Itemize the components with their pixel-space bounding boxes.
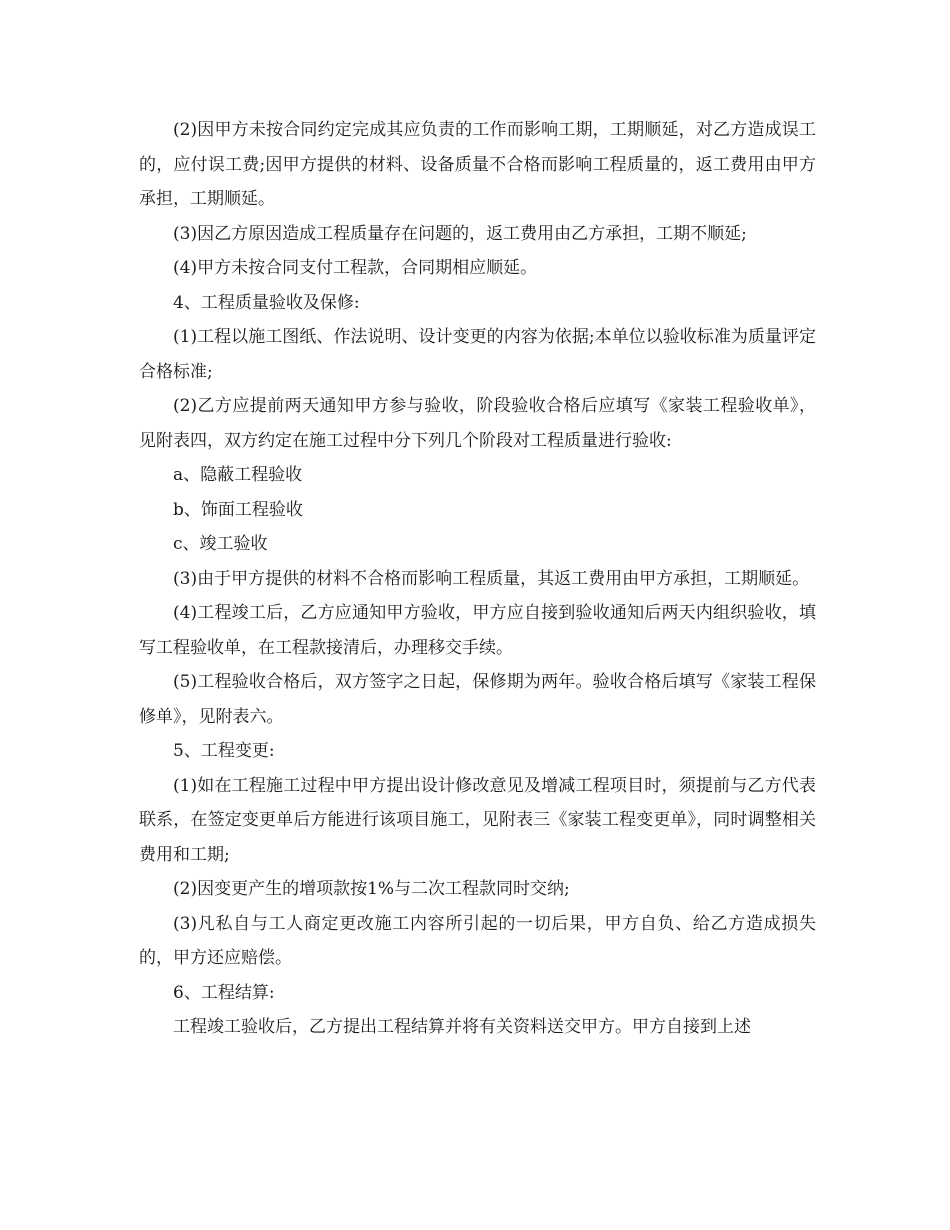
paragraph: (3)因乙方原因造成工程质量存在问题的，返工费用由乙方承担，工期不顺延;: [173, 223, 747, 244]
list-item: b、饰面工程验收: [173, 499, 303, 520]
paragraph: (3)凡私自与工人商定更改施工内容所引起的一切后果，甲方自负、给乙方造成损失的，甲方还应赔偿。: [139, 913, 816, 968]
section-heading: 6、工程结算:: [173, 982, 275, 1003]
paragraph: 工程竣工验收后，乙方提出工程结算并将有关资料送交甲方。甲方自接到上述: [173, 1017, 751, 1037]
section-heading: 4、工程质量验收及保修:: [173, 292, 360, 313]
paragraph: (1)工程以施工图纸、作法说明、设计变更的内容为依据;本单位以验收标准为质量评定合格标准;: [139, 327, 816, 382]
paragraph: (3)由于甲方提供的材料不合格而影响工程质量，其返工费用由甲方承担，工期顺延。: [173, 568, 810, 589]
list-item: a、隐蔽工程验收: [173, 465, 303, 485]
paragraph: (2)因甲方未按合同约定完成其应负责的工作而影响工期，工期顺延，对乙方造成误工的，应付误工费;因甲方提供的材料、设备质量不合格而影响工程质量的，返工费用由甲方承担，工期顺延。: [139, 120, 816, 209]
paragraph: (2)因变更产生的增项款按1%与二次工程款同时交纳;: [173, 879, 570, 899]
section-heading: 5、工程变更:: [173, 741, 275, 761]
list-item: c、竣工验收: [173, 534, 268, 554]
paragraph: (5)工程验收合格后，双方签字之日起，保修期为两年。验收合格后填写《家装工程保修单》，见附表六。: [139, 672, 816, 727]
paragraph: (1)如在工程施工过程中甲方提出设计修改意见及增减工程项目时，须提前与乙方代表联系，在签定变更单后方能进行该项目施工，见附表三《家装工程变更单》，同时调整相关费用和工期;: [139, 775, 816, 865]
paragraph: (2)乙方应提前两天通知甲方参与验收，阶段验收合格后应填写《家装工程验收单》，见附表四，双方约定在施工过程中分下列几个阶段对工程质量进行验收:: [139, 396, 816, 451]
document-body: [139, 113, 816, 1045]
paragraph: (4)甲方未按合同支付工程款，合同期相应顺延。: [173, 258, 538, 278]
paragraph: (4)工程竣工后，乙方应通知甲方验收，甲方应自接到验收通知后两天内组织验收，填写工程验收单，在工程款接清后，办理移交手续。: [139, 603, 816, 658]
